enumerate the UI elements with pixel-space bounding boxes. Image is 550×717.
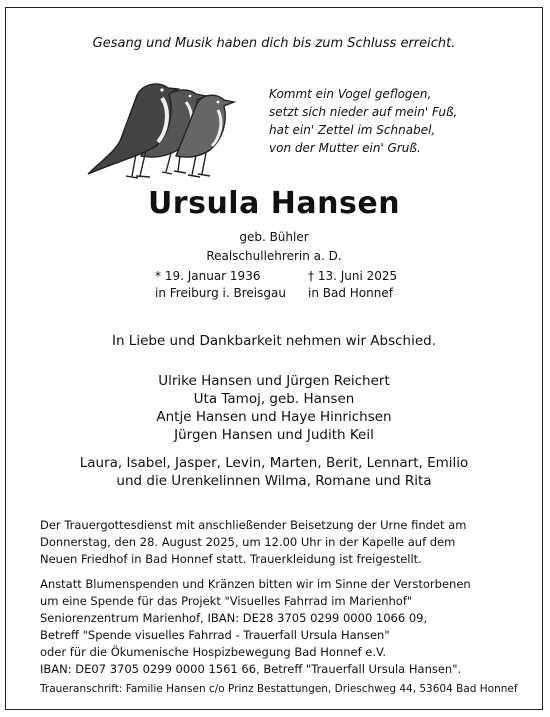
mourning-address: Traueranschrift: Familie Hansen c/o Prinz Bestattungen, Drieschweg 44, 53604 Bad Honnef [40, 683, 518, 695]
mourner: Uta Tamoj, geb. Hansen [193, 391, 355, 407]
donation-line: Anstatt Blumenspenden und Kränzen bitten wir im Sinne der Verstorbenen [40, 577, 471, 591]
poem-line: von der Mutter ein' Gruß. [269, 141, 421, 155]
poem-line: setzt sich nieder auf mein' Fuß, [269, 105, 458, 119]
motto: Gesang und Musik haben dich bis zum Schluss erreicht. [92, 36, 456, 51]
donation-line: um eine Spende für das Projekt "Visuelles Fahrrad im Marienhof" [40, 594, 413, 608]
donation-line: Betreff "Spende visuelles Fahrrad - Trauerfall Ursula Hansen" [40, 628, 390, 642]
died-place: in Bad Honnef [308, 286, 393, 300]
birth-name: geb. Bühler [239, 230, 309, 244]
service-line: Der Trauergottesdienst mit anschließender Beisetzung der Urne findet am [40, 518, 467, 532]
grandchildren-line: und die Urenkelinnen Wilma, Romane und Rita [116, 473, 432, 489]
profession: Realschullehrerin a. D. [206, 249, 342, 263]
service-line: Neuen Friedhof in Bad Honnef statt. Trauerkleidung ist freigestellt. [40, 552, 422, 566]
donation-line: Seniorenzentrum Marienhof, IBAN: DE28 3705 0299 0000 1066 09, [40, 611, 428, 625]
deceased-name: Ursula Hansen [147, 186, 401, 221]
poem-line: Kommt ein Vogel geflogen, [269, 87, 432, 101]
born-place: in Freiburg i. Breisgau [155, 286, 286, 300]
died-date: † 13. Juni 2025 [308, 269, 398, 283]
poem-line: hat ein' Zettel im Schnabel, [269, 123, 436, 137]
donation-line: oder für die Ökumenische Hospizbewegung Bad Honnef e.V. [40, 645, 387, 659]
two-birds-icon [66, 76, 241, 186]
mourner: Jürgen Hansen und Judith Keil [174, 427, 374, 443]
grandchildren-line: Laura, Isabel, Jasper, Levin, Marten, Berit, Lennart, Emilio [79, 455, 469, 471]
obituary-frame [5, 7, 543, 710]
mourner: Ulrike Hansen und Jürgen Reichert [158, 373, 390, 389]
donation-line: IBAN: DE07 3705 0299 0000 1561 66, Betreff "Trauerfall Ursula Hansen". [40, 662, 462, 676]
mourner: Antje Hansen und Haye Hinrichsen [156, 409, 392, 425]
service-line: Donnerstag, den 28. August 2025, um 12.00 Uhr in der Kapelle auf dem [40, 535, 456, 549]
farewell-line: In Liebe und Dankbarkeit nehmen wir Abschied. [111, 333, 437, 349]
born-date: * 19. Januar 1936 [155, 269, 261, 283]
